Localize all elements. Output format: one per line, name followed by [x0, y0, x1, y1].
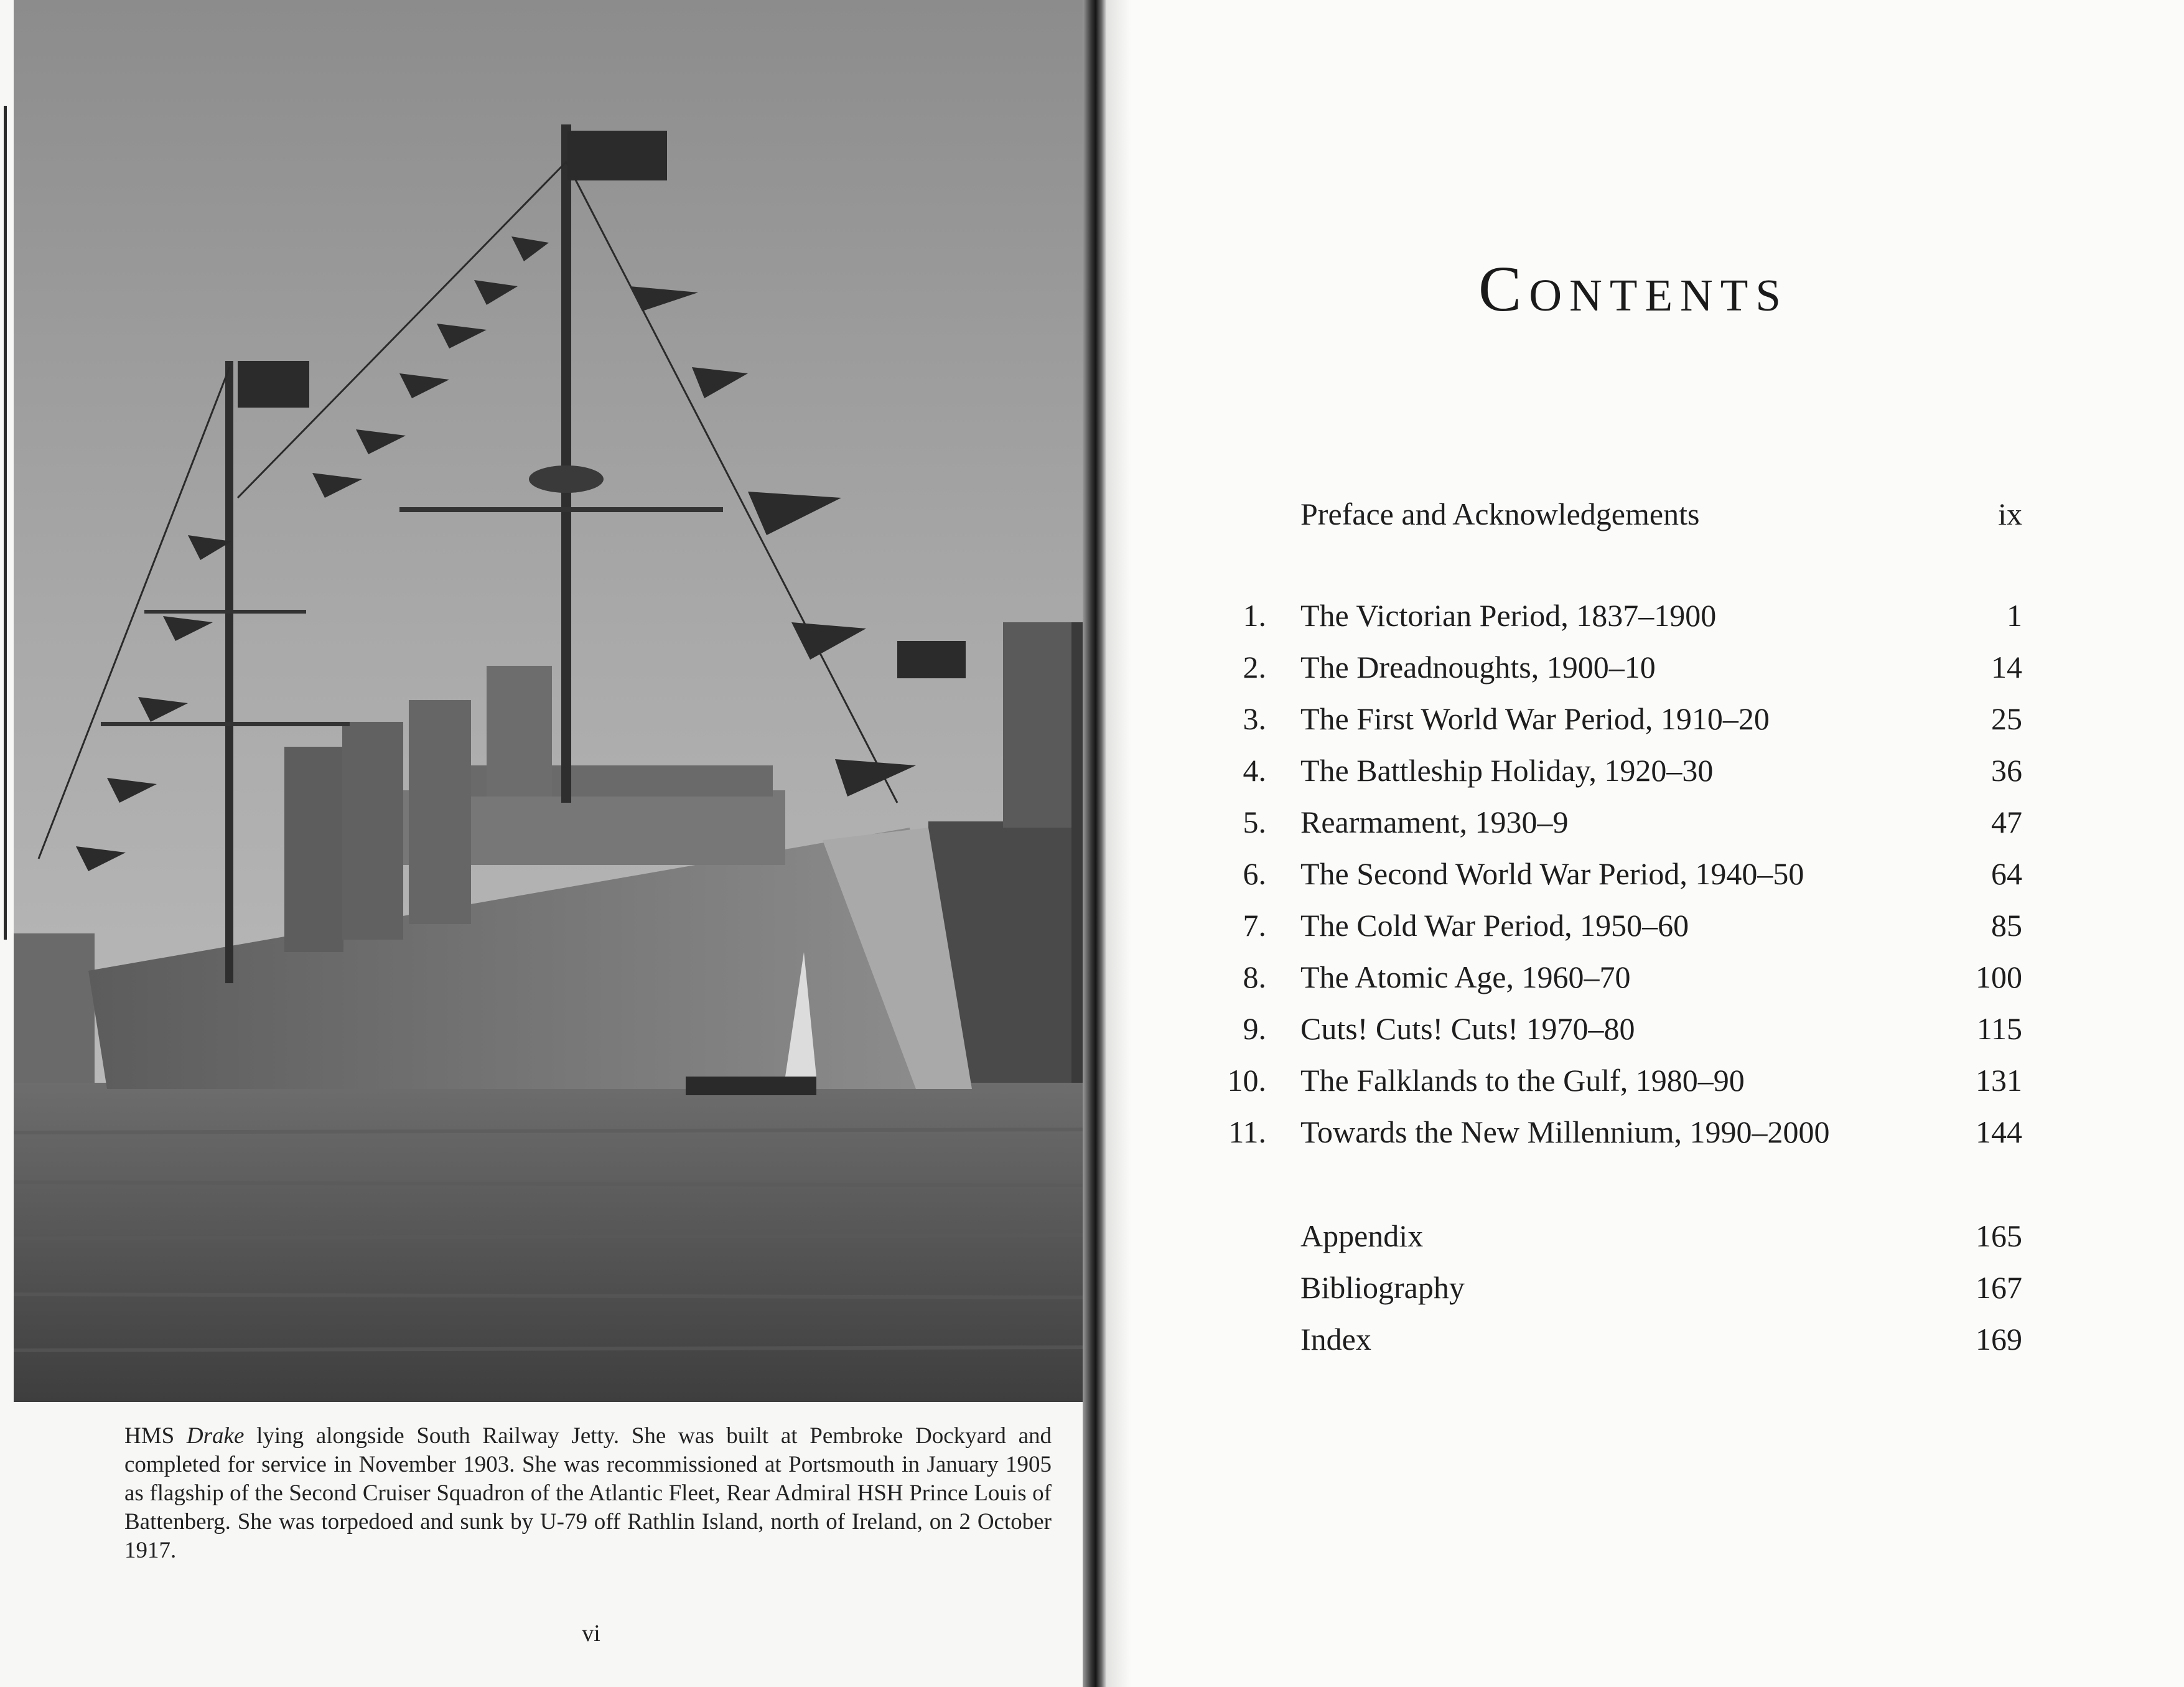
toc-entry-title: The Falklands to the Gulf, 1980–90 — [1300, 1063, 1745, 1098]
ship-photograph — [14, 0, 1095, 1402]
photo-caption — [124, 1422, 1052, 1565]
toc-entry-title: Rearmament, 1930–9 — [1300, 805, 1569, 839]
toc-entry-title: The First World War Period, 1910–20 — [1300, 701, 1770, 736]
toc-row-chapter — [1182, 701, 2022, 744]
toc-row-chapter — [1182, 752, 2022, 796]
toc-entry-title: The Dreadnoughts, 1900–10 — [1300, 650, 1656, 685]
toc-entry-number: 11. — [1228, 1115, 1266, 1149]
caption-ship-name: Drake — [186, 1423, 245, 1449]
gutter-shadow — [1106, 0, 1131, 1687]
toc-entry-title: The Second World War Period, 1940–50 — [1300, 856, 1804, 891]
contents-heading: Contents — [1478, 253, 1788, 325]
toc-entry-page: 131 — [1976, 1063, 2022, 1098]
toc-entry-page: 165 — [1976, 1218, 2022, 1253]
toc-row-chapter — [1182, 1011, 2022, 1054]
toc-entry-number: 10. — [1227, 1063, 1266, 1098]
toc-entry-title: The Victorian Period, 1837–1900 — [1300, 598, 1717, 633]
toc-entry-title: Preface and Acknowledgements — [1300, 497, 1700, 531]
caption-ship-prefix: HMS — [124, 1423, 187, 1449]
toc-entry-page: 1 — [2007, 598, 2022, 633]
page-number-left: vi — [582, 1620, 600, 1647]
toc-entry-number: 2. — [1243, 650, 1266, 685]
toc-row-back — [1182, 1269, 2022, 1313]
toc-entry-title: Towards the New Millennium, 1990–2000 — [1300, 1115, 1830, 1149]
toc-row-chapter — [1182, 959, 2022, 1002]
toc-entry-page: 14 — [1991, 650, 2022, 685]
toc-row-chapter — [1182, 1114, 2022, 1157]
toc-row-chapter — [1182, 804, 2022, 848]
toc-entry-page: 144 — [1976, 1115, 2022, 1149]
toc-row-chapter — [1182, 649, 2022, 693]
toc-entry-title: Cuts! Cuts! Cuts! 1970–80 — [1300, 1011, 1635, 1046]
toc-entry-number: 4. — [1243, 753, 1266, 788]
toc-entry-page: 47 — [1991, 805, 2022, 839]
toc-row-back — [1182, 1321, 2022, 1365]
toc-entry-number: 6. — [1243, 856, 1266, 891]
toc-entry-title: Appendix — [1300, 1218, 1424, 1253]
toc-row-chapter — [1182, 856, 2022, 899]
toc-entry-page: 25 — [1991, 701, 2022, 736]
toc-entry-number: 7. — [1243, 908, 1266, 943]
toc-entry-page: 115 — [1976, 1011, 2022, 1046]
toc-entry-number: 3. — [1243, 701, 1266, 736]
toc-entry-number: 1. — [1243, 598, 1266, 633]
toc-entry-page: 85 — [1991, 908, 2022, 943]
toc-entry-title: Bibliography — [1300, 1270, 1465, 1305]
toc-entry-page: 100 — [1976, 960, 2022, 994]
toc-entry-page: 169 — [1976, 1322, 2022, 1357]
toc-row-chapter — [1182, 1062, 2022, 1106]
caption-text: lying alongside South Railway Jetty. She was built at Pembroke Dockyard and completed for service in November 1903. She was recommissioned at Portsmouth in January 1905 as flagship of the Second Cruiser Squadron of the Atlantic Fleet, Rear Admiral HSH Prince Louis of Battenberg. She was torpedoed and sunk by U-79 off Rathlin Island, north of Ireland, on 2 October 1917. — [124, 1423, 1052, 1563]
toc-row-front — [1182, 496, 2022, 540]
toc-entry-title: The Atomic Age, 1960–70 — [1300, 960, 1631, 994]
toc-entry-page: 167 — [1976, 1270, 2022, 1305]
toc-entry-title: The Cold War Period, 1950–60 — [1300, 908, 1689, 943]
toc-row-chapter — [1182, 597, 2022, 641]
toc-entry-page: ix — [1998, 497, 2022, 531]
toc-entry-number: 5. — [1243, 805, 1266, 839]
toc-entry-number: 9. — [1243, 1011, 1266, 1046]
toc-row-chapter — [1182, 907, 2022, 951]
toc-entry-number: 8. — [1243, 960, 1266, 994]
page-edge-mark — [4, 106, 7, 940]
toc-entry-title: The Battleship Holiday, 1920–30 — [1300, 753, 1714, 788]
toc-row-back — [1182, 1218, 2022, 1261]
book-gutter — [1083, 0, 1106, 1687]
toc-entry-page: 36 — [1991, 753, 2022, 788]
toc-entry-title: Index — [1300, 1322, 1371, 1357]
toc-entry-page: 64 — [1991, 856, 2022, 891]
